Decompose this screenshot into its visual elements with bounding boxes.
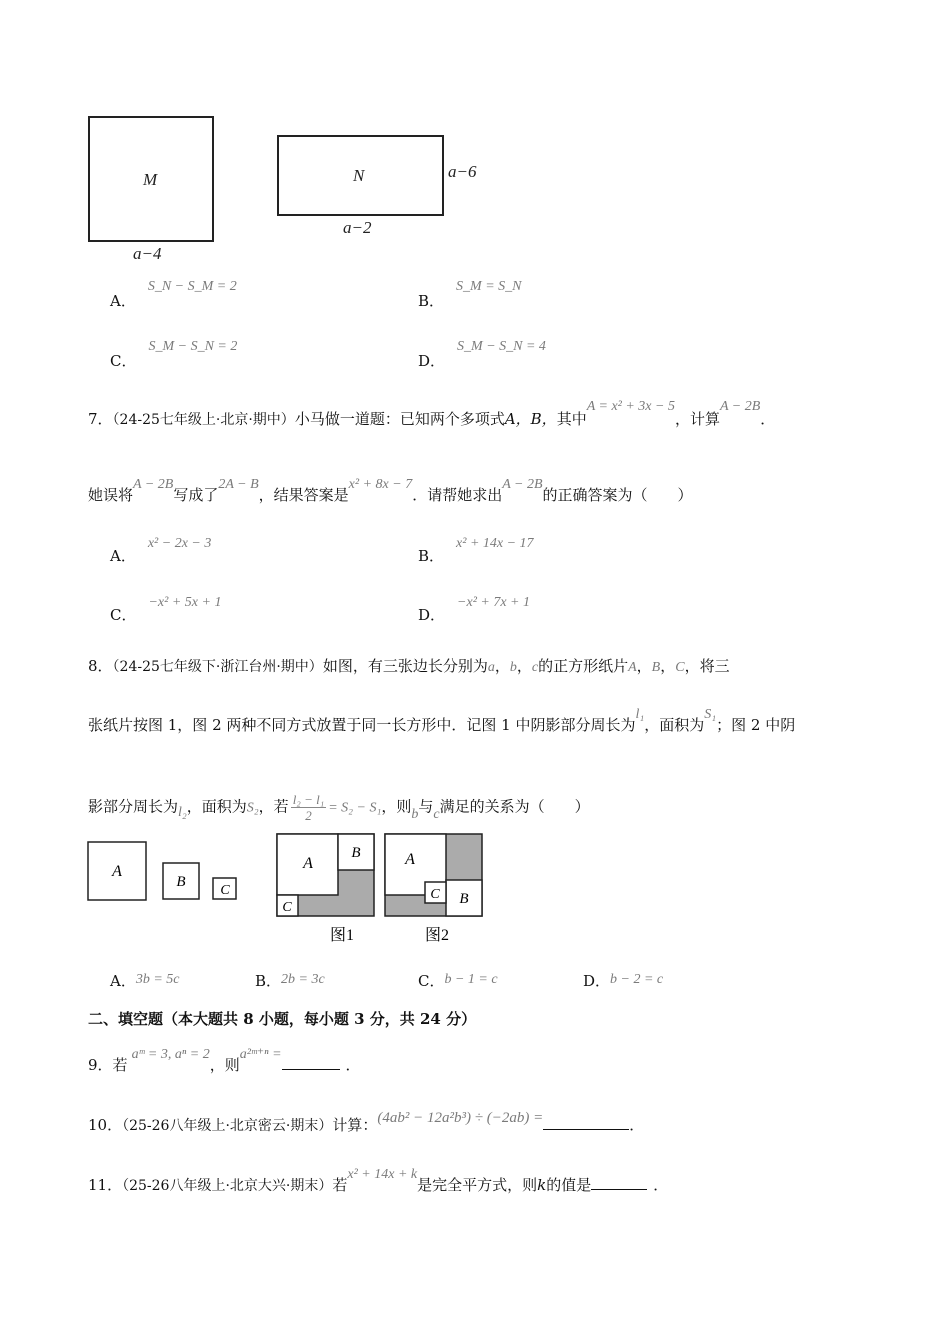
q8-number: 8． bbox=[88, 657, 113, 675]
q7-text: 其中 bbox=[556, 410, 587, 428]
q11-answer-blank[interactable] bbox=[591, 1175, 647, 1190]
q6-option-a[interactable] bbox=[110, 279, 237, 310]
q8-figure bbox=[80, 828, 500, 948]
q8-var: b bbox=[411, 806, 419, 822]
fig2-label-b: B bbox=[459, 891, 469, 907]
q6-option-d[interactable] bbox=[418, 339, 546, 370]
q11-text: 是完全平方式，则 bbox=[417, 1176, 538, 1194]
q10-text: 计算： bbox=[332, 1116, 378, 1134]
q7-option-d[interactable] bbox=[418, 595, 530, 624]
paper-c-label: C bbox=[220, 883, 230, 898]
q8-text: ，面积为 bbox=[186, 797, 247, 816]
q8-var: B bbox=[651, 660, 661, 675]
q10-expr: (4ab² − 12a²b³) ÷ (−2ab) = bbox=[377, 1110, 544, 1126]
fig2-label-a: A bbox=[405, 851, 415, 868]
q10-answer-blank[interactable] bbox=[543, 1115, 629, 1130]
fig1-label-a: A bbox=[303, 855, 313, 872]
q7-text: ，结果答案是 bbox=[258, 486, 349, 504]
q8-text: 满足的关系为（ ） bbox=[439, 797, 590, 816]
q8-text: 与 bbox=[418, 797, 434, 816]
q8-text: ， bbox=[660, 657, 676, 675]
q11-text: 若 bbox=[332, 1176, 348, 1194]
q8-option-a[interactable] bbox=[110, 972, 180, 992]
q8-var: c bbox=[531, 660, 539, 675]
option-letter: C． bbox=[110, 606, 137, 624]
q8-text: ，将三 bbox=[684, 657, 730, 675]
q8-var: A bbox=[628, 660, 637, 675]
q8-line3 bbox=[88, 792, 590, 823]
label-n-height: a−6 bbox=[448, 162, 477, 181]
q8-var: C bbox=[675, 660, 685, 675]
q10-source: （25-26八年级上·北京密云·期末） bbox=[122, 1118, 333, 1134]
q6-option-c[interactable] bbox=[110, 339, 238, 370]
fig1-label-c: C bbox=[282, 900, 292, 915]
q6-option-b[interactable] bbox=[418, 279, 522, 310]
q11-var: k bbox=[537, 1176, 547, 1194]
label-n: N bbox=[353, 166, 365, 185]
q9-condition: aᵐ = 3, aⁿ = 2 bbox=[131, 1047, 210, 1062]
fraction-numerator: l₂ − l₁ bbox=[292, 792, 325, 807]
q7-expr: A − 2B bbox=[502, 477, 543, 492]
paper-a-label: A bbox=[112, 863, 122, 880]
q10-text: ． bbox=[629, 1116, 645, 1134]
q7-expr: x² + 8x − 7 bbox=[348, 477, 413, 492]
q11-expr: x² + 14x + k bbox=[347, 1167, 418, 1182]
option-expr: −x² + 5x + 1 bbox=[148, 595, 222, 610]
fig1-label-b: B bbox=[351, 845, 361, 861]
figure-2 bbox=[385, 834, 482, 916]
option-letter: D． bbox=[418, 606, 446, 624]
fig2-caption: 图2 bbox=[424, 927, 450, 944]
q8-line2 bbox=[88, 707, 796, 736]
option-letter: D． bbox=[418, 352, 446, 370]
fig2-label-c: C bbox=[430, 887, 440, 902]
q8-text: ， bbox=[494, 657, 510, 675]
q9-number: 9． bbox=[88, 1056, 113, 1074]
q11-source: （25-26八年级上·北京大兴·期末） bbox=[122, 1178, 333, 1194]
q8-var: S₁ bbox=[704, 707, 717, 722]
q7-number: 7． bbox=[88, 410, 113, 428]
q8-text: ， bbox=[516, 657, 532, 675]
q7-text: 小马做一道题：已知两个多项式 bbox=[294, 410, 505, 428]
option-expr: x² − 2x − 3 bbox=[147, 536, 212, 551]
q8-text: ， bbox=[636, 657, 652, 675]
q9 bbox=[88, 1047, 361, 1076]
q7-line2 bbox=[88, 477, 693, 506]
q8-line1 bbox=[88, 657, 730, 677]
q8-source: （24-25七年级下·浙江台州·期中） bbox=[112, 659, 323, 675]
q10-number: 10． bbox=[88, 1116, 123, 1134]
option-expr: 2b = 3c bbox=[281, 972, 325, 987]
label-n-width: a−2 bbox=[343, 218, 372, 237]
q7-text: ． bbox=[760, 410, 776, 428]
fig1-caption: 图1 bbox=[329, 927, 355, 944]
q8-text: ，若 bbox=[258, 797, 289, 816]
fraction-denominator: 2 bbox=[305, 808, 312, 823]
q7-expr-calc: A − 2B bbox=[719, 399, 761, 414]
q7-expr: A − 2B bbox=[133, 477, 174, 492]
option-expr: x² + 14x − 17 bbox=[456, 536, 534, 551]
q7-expr: 2A − B bbox=[218, 477, 259, 492]
q11-number: 11． bbox=[88, 1176, 123, 1194]
q8-text: 如图，有三张边长分别为 bbox=[322, 657, 488, 675]
option-letter: D． bbox=[583, 972, 611, 990]
q9-text: ． bbox=[345, 1056, 361, 1074]
q7-text: 写成了 bbox=[173, 486, 219, 504]
option-expr: 3b = 5c bbox=[135, 972, 180, 987]
option-expr: S_M − S_N = 4 bbox=[457, 339, 546, 354]
q7-vars: A，B， bbox=[504, 410, 557, 428]
q8-option-d[interactable] bbox=[583, 972, 663, 992]
q8-var: c bbox=[433, 806, 440, 822]
q9-expr: a²ᵐ⁺ⁿ = bbox=[239, 1047, 282, 1062]
q7-text: ．请帮她求出 bbox=[412, 486, 503, 504]
option-letter: C． bbox=[110, 352, 137, 370]
option-expr: −x² + 7x + 1 bbox=[457, 595, 530, 610]
q8-option-b[interactable] bbox=[255, 972, 325, 992]
q10 bbox=[88, 1110, 645, 1135]
option-letter: A． bbox=[110, 547, 136, 565]
q11-text: ． bbox=[653, 1176, 669, 1194]
q8-text: 张纸片按图 1，图 2 两种不同方式放置于同一长方形中．记图 1 中阴影部分周长为 bbox=[88, 716, 636, 734]
q9-answer-blank[interactable] bbox=[282, 1055, 340, 1070]
q7-source: （24-25七年级上·北京·期中） bbox=[112, 412, 295, 428]
q7-line1 bbox=[88, 399, 776, 430]
q8-text: ，则 bbox=[381, 797, 412, 816]
section-heading: 二、填空题（本大题共 8 小题，每小题 3 分，共 24 分） bbox=[88, 1010, 477, 1028]
q8-option-c[interactable] bbox=[418, 972, 498, 992]
option-letter: C． bbox=[418, 972, 445, 990]
q9-text: 若 bbox=[112, 1056, 128, 1074]
option-expr: b − 1 = c bbox=[444, 972, 498, 987]
q7-text: ，计算 bbox=[674, 410, 720, 428]
q8-var: l₁ bbox=[635, 707, 645, 722]
q8-var: b bbox=[509, 660, 517, 675]
option-letter: B． bbox=[418, 547, 445, 565]
option-expr: b − 2 = c bbox=[610, 972, 664, 987]
q8-text: ；图 2 中阴 bbox=[716, 716, 796, 734]
label-m: M bbox=[143, 170, 158, 189]
q7-expr-a: A = x² + 3x − 5 bbox=[586, 399, 675, 414]
q7-option-a[interactable] bbox=[110, 536, 212, 565]
option-expr: S_M = S_N bbox=[456, 279, 522, 294]
q8-fraction bbox=[291, 792, 327, 823]
option-letter: A． bbox=[110, 972, 136, 990]
option-letter: B． bbox=[418, 292, 445, 310]
figure-1 bbox=[277, 834, 374, 916]
q8-text: ，面积为 bbox=[644, 716, 705, 734]
q7-text: 的正确答案为（ ） bbox=[542, 486, 693, 504]
q8-text: 影部分周长为 bbox=[88, 797, 179, 816]
option-letter: B． bbox=[255, 972, 282, 990]
option-letter: A． bbox=[110, 292, 136, 310]
q7-option-c[interactable] bbox=[110, 595, 222, 624]
q7-option-b[interactable] bbox=[418, 536, 534, 565]
option-expr: S_M − S_N = 2 bbox=[148, 339, 238, 354]
q8-text: 的正方形纸片 bbox=[538, 657, 629, 675]
q8-var: l₂ bbox=[178, 804, 187, 820]
q11-text: 的值是 bbox=[546, 1176, 592, 1194]
q8-var: a bbox=[487, 660, 495, 675]
q9-text: ，则 bbox=[209, 1056, 240, 1074]
q7-text: 她误将 bbox=[88, 486, 134, 504]
q8-var: S₂ bbox=[246, 800, 259, 816]
option-expr: S_N − S_M = 2 bbox=[147, 279, 237, 294]
q8-expr: = S₂ − S₁ bbox=[328, 800, 382, 816]
paper-b-label: B bbox=[176, 874, 186, 890]
q11 bbox=[88, 1167, 669, 1196]
label-m-side: a−4 bbox=[133, 244, 162, 263]
